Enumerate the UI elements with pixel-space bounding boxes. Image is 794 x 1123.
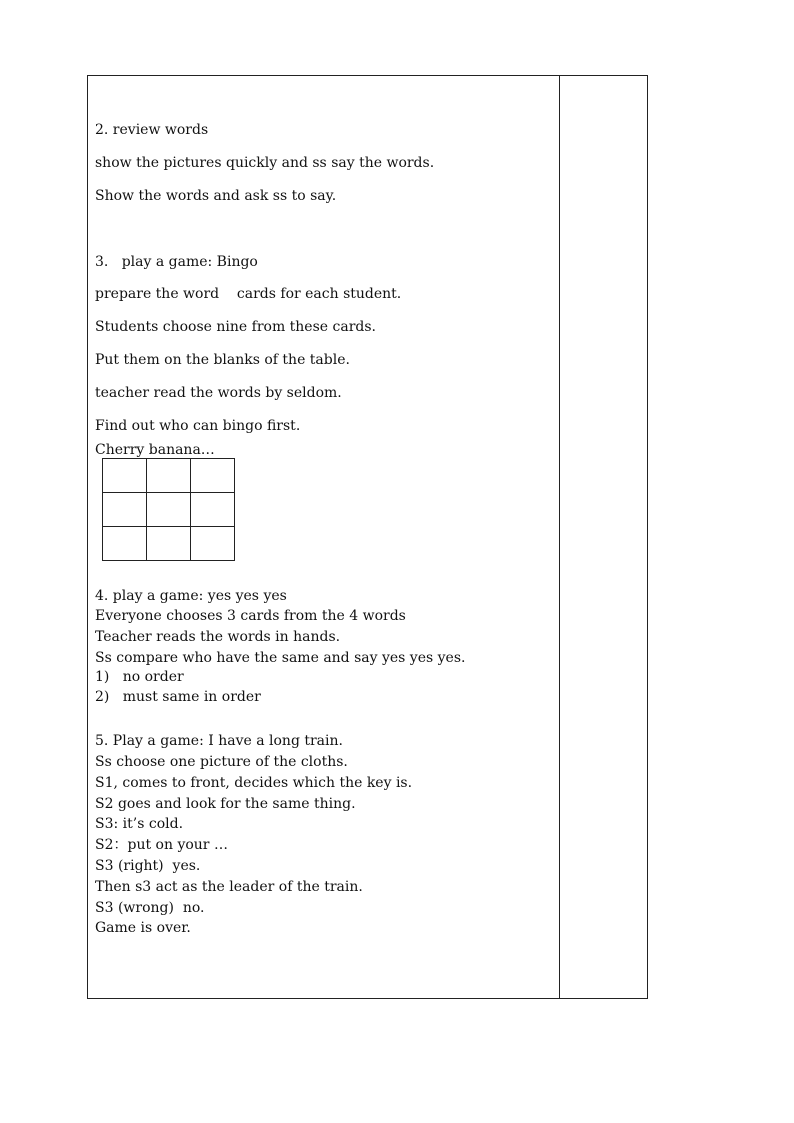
section-5-line: S1, comes to front, decides which the key is.	[95, 775, 413, 791]
section-4-line: Teacher reads the words in hands.	[95, 629, 341, 645]
bingo-cell	[191, 527, 235, 561]
section-4-line: Ss compare who have the same and say yes yes yes.	[95, 650, 466, 666]
section-5-line: Ss choose one picture of the cloths.	[95, 754, 348, 770]
bingo-cell	[103, 527, 147, 561]
section-2-line: Show the words and ask ss to say.	[95, 188, 337, 204]
section-4-line: Everyone chooses 3 cards from the 4 words	[95, 608, 406, 624]
section-3-line: Students choose nine from these cards.	[95, 319, 376, 335]
section-4-line: 2) must same in order	[95, 689, 261, 705]
section-5-line: S3 (wrong) no.	[95, 900, 205, 916]
section-3-line: teacher read the words by seldom.	[95, 385, 342, 401]
section-3-heading: 3. play a game: Bingo	[95, 254, 258, 270]
column-divider	[559, 75, 560, 999]
bingo-cell	[147, 527, 191, 561]
section-3-line: Put them on the blanks of the table.	[95, 352, 350, 368]
bingo-cell	[103, 493, 147, 527]
section-4-heading: 4. play a game: yes yes yes	[95, 588, 287, 604]
section-5-line: Game is over.	[95, 920, 191, 936]
bingo-cell	[147, 493, 191, 527]
section-5-line: S2：put on your …	[95, 837, 228, 853]
section-3-line: prepare the word cards for each student.	[95, 286, 402, 302]
section-3-line: Cherry banana…	[95, 442, 215, 458]
section-5-line: S2 goes and look for the same thing.	[95, 796, 356, 812]
bingo-cell	[147, 459, 191, 493]
bingo-grid	[102, 458, 235, 561]
section-5-heading: 5. Play a game: I have a long train.	[95, 733, 343, 749]
section-2-heading: 2. review words	[95, 122, 209, 138]
bingo-cell	[191, 459, 235, 493]
bingo-cell	[103, 459, 147, 493]
section-5-line: S3 (right) yes.	[95, 858, 201, 874]
bingo-cell	[191, 493, 235, 527]
section-5-line: Then s3 act as the leader of the train.	[95, 879, 363, 895]
section-5-line: S3: it’s cold.	[95, 816, 184, 832]
section-3-line: Find out who can bingo first.	[95, 418, 301, 434]
section-4-line: 1) no order	[95, 669, 184, 685]
section-2-line: show the pictures quickly and ss say the words.	[95, 155, 435, 171]
